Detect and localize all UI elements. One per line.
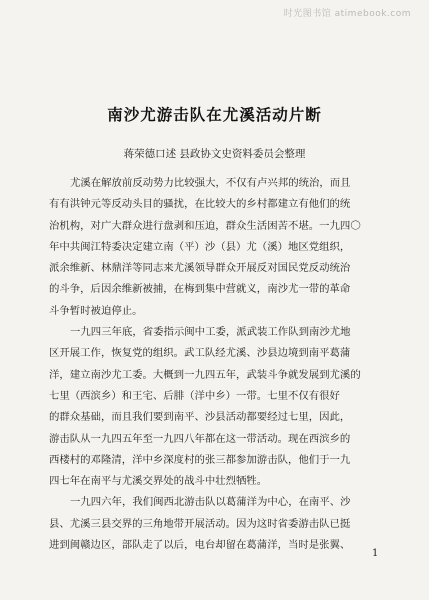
text-line: 一九四六年，我们闽西北游击队以葛蒲洋为中心，在南平、沙 [70, 496, 351, 509]
paragraph-3 [49, 492, 394, 556]
text-line: 有有洪钟元等反动头目的骚扰，在比较大的乡村都建立有他们的统 [49, 198, 351, 211]
text-line: 尤溪在解放前反动势力比较强大，不仅有卢兴邦的统治，而且 [70, 177, 351, 189]
page-number: 1 [372, 548, 379, 559]
text-line: 一九四三年底，省委指示闽中工委，派武装工作队到南沙尤地 [70, 326, 351, 339]
text-line: 派余维新、林鼎洋等同志来尤溪领导群众开展反对国民党反动统治 [49, 262, 351, 275]
text-line: 治机构，对广大群众进行盘剥和压迫，群众生活困苦不堪。一九四〇 [49, 219, 361, 232]
text-line: 的群众基础，而且我们要到南平、沙县活动都要经过七里，因此， [49, 411, 351, 424]
paragraph-2 [49, 322, 394, 492]
text-line: 区开展工作，恢复党的组织。武工队经尤溪、沙县边境到南平葛蒲 [49, 347, 351, 360]
text-line: 游击队从一九四五年至一九四八年都在这一带活动。现在西滨乡的 [49, 432, 351, 445]
byline: 蒋荣德口述 县政协文史资料委员会整理 [123, 148, 306, 160]
text-line: 洋，建立南沙尤工委。大概到一九四五年，武装斗争就发展到尤溪的 [49, 368, 361, 381]
text-line: 斗争暂时被迫停止。 [49, 304, 143, 317]
text-line: 七里（西滨乡）和王宅、后腓（洋中乡）一带。七里不仅有很好 [49, 389, 340, 402]
text-line: 四七年在南平与尤溪交界处的战斗中壮烈牺牲。 [49, 475, 268, 488]
text-line: 的斗争，后因余维新被捕，在梅到集中营就义，南沙尤一带的革命 [49, 283, 351, 296]
text-line: 年中共闽江特委决定建立南（平）沙（县）尤（溪）地区党组织， [49, 240, 351, 253]
text-line: 进到闽赣边区，部队走了以后，电台却留在葛蒲洋，当时是张翼、 [49, 539, 351, 552]
text-line: 西楼村的邓隆清，洋中乡深度村的张三都参加游击队，他们于一九 [49, 453, 351, 466]
text-line: 县、尤溪三县交界的三角地带开展活动。因为这时省委游击队已挺 [49, 517, 351, 530]
article-title: 南沙尤游击队在尤溪活动片断 [107, 106, 322, 124]
watermark: 时光图书馆 atimebook.com [283, 9, 411, 19]
paragraph-1 [49, 173, 394, 322]
article-body [49, 173, 394, 556]
